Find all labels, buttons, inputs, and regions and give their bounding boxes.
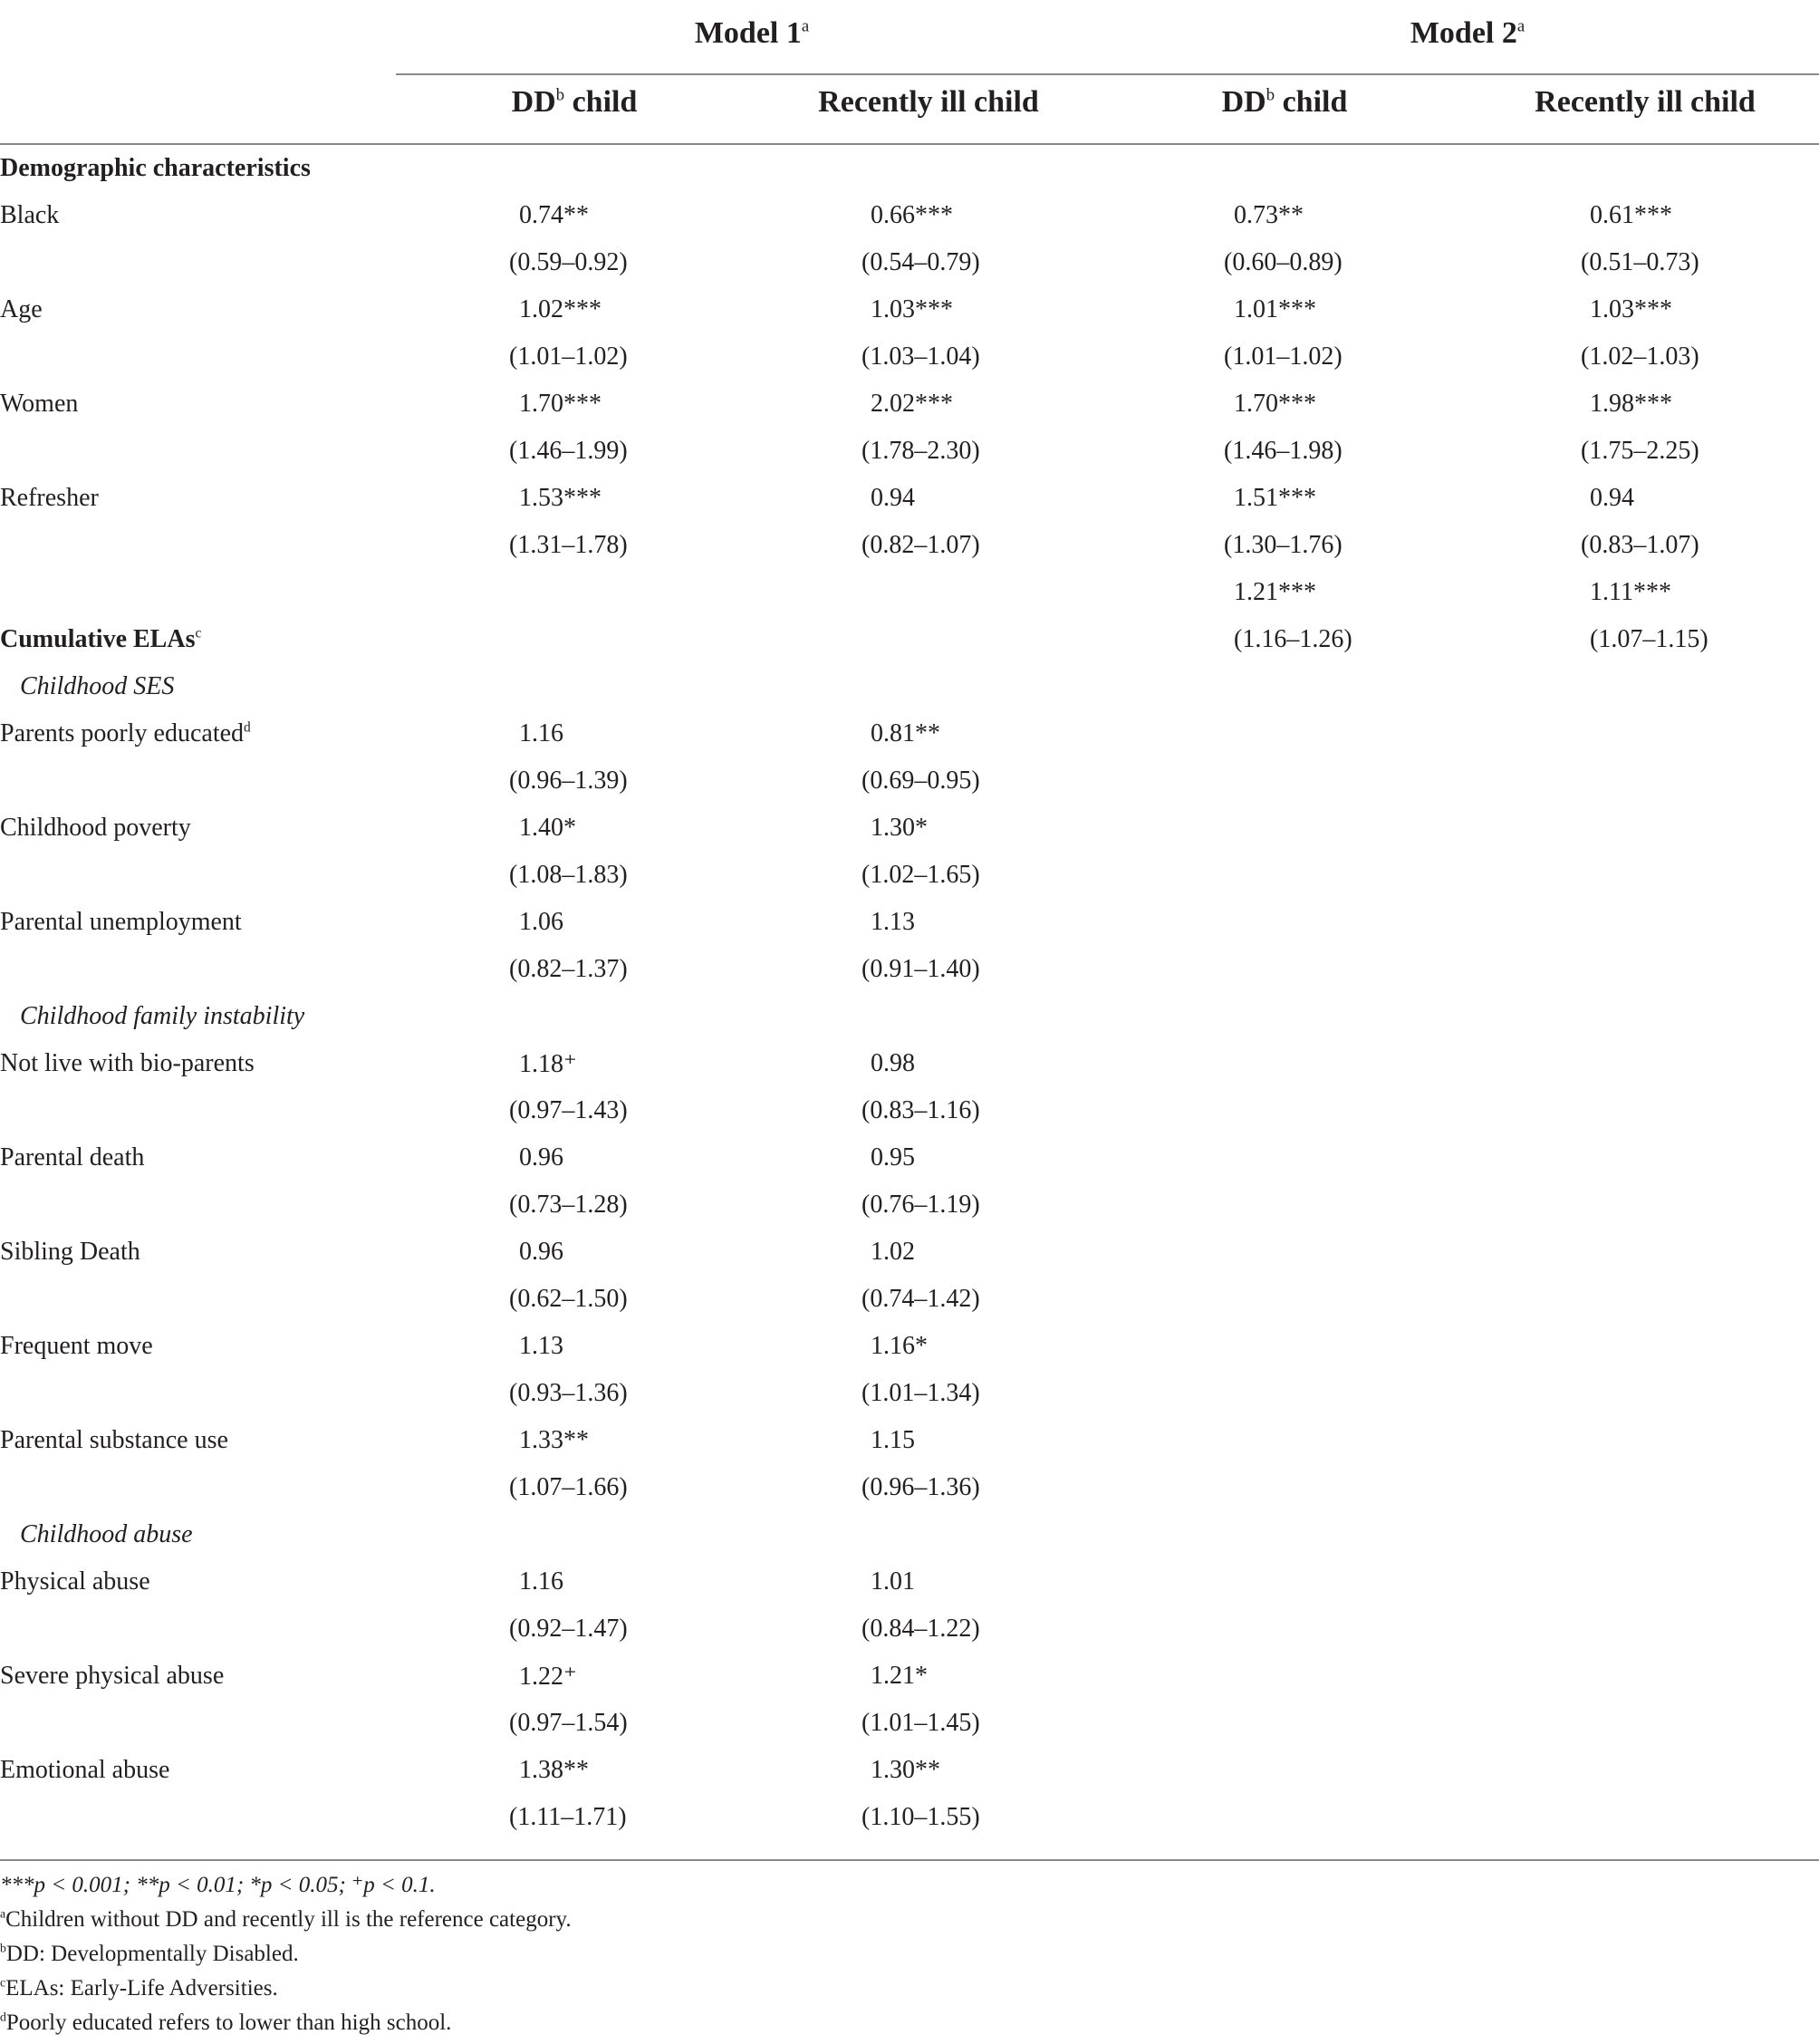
table-row: [0, 1558, 1819, 1605]
value-model2-dd: [1223, 1605, 1576, 1653]
row-label-text: Parents poorly educated: [0, 719, 245, 747]
value-model2-ill: 0.61***: [1590, 201, 1672, 229]
value-model1-ill: 0.66***: [871, 201, 953, 229]
value-model2-ill: [1576, 1323, 1819, 1370]
value-model1-ill: 0.94: [871, 484, 915, 512]
row-label-footnote-mark: c: [195, 625, 202, 641]
value-model1-ill: 0.95: [871, 1143, 915, 1171]
value-model2-ill: [1576, 1794, 1819, 1841]
table-row-ci: [0, 522, 1819, 569]
row-label-text: Refresher: [0, 484, 99, 512]
value-model2-dd: [1223, 1040, 1576, 1087]
value-model1-dd: 1.70***: [519, 390, 602, 418]
row-label-footnote-mark: d: [244, 719, 251, 736]
table-row-sub: [0, 1511, 1819, 1558]
table-row: [0, 1040, 1819, 1087]
value-model2-ill: [1576, 1417, 1819, 1464]
value-model2-ill: [1576, 1370, 1819, 1417]
value-model2-dd: [1223, 1276, 1576, 1323]
value-model1-dd: (1.01–1.02): [509, 342, 628, 371]
value-model1-dd: (0.92–1.47): [509, 1615, 628, 1643]
row-label-text: Parental substance use: [0, 1426, 228, 1454]
value-model2-ill: [1576, 1464, 1819, 1511]
value-model1-ill: (0.74–1.42): [861, 1285, 980, 1313]
table-row: [0, 475, 1819, 522]
value-model2-dd: (0.60–0.89): [1224, 248, 1343, 276]
header-dd-child-model-2: $DD^b$ child: [1221, 85, 1348, 119]
value-model2-dd: [1223, 710, 1576, 757]
value-model1-dd: 1.33**: [519, 1426, 589, 1454]
value-model2-dd: (1.01–1.02): [1224, 342, 1343, 371]
value-model1-dd: (0.97–1.54): [509, 1709, 628, 1737]
value-model2-dd: 1.21***: [1234, 578, 1316, 606]
value-model1-dd: 1.02***: [519, 295, 602, 323]
value-model1-dd: (1.07–1.66): [509, 1473, 628, 1501]
value-model1-dd: [507, 1511, 861, 1558]
row-label-text: Cumulative ELAs: [0, 625, 196, 653]
row-label: [0, 286, 507, 333]
value-model2-dd: [1223, 993, 1576, 1040]
value-model2-dd: [1223, 1653, 1576, 1700]
row-label: [0, 381, 507, 428]
value-model1-dd: (0.73–1.28): [509, 1191, 628, 1219]
row-label-text: Not live with bio-parents: [0, 1049, 255, 1077]
row-label: [0, 569, 507, 616]
value-model2-dd: [1223, 1511, 1576, 1558]
value-model1-dd: (0.82–1.37): [509, 955, 628, 983]
value-model2-dd: [1223, 1417, 1576, 1464]
row-label-text: Emotional abuse: [0, 1756, 170, 1784]
table-row: [0, 286, 1819, 333]
value-model1-ill: (0.69–0.95): [861, 766, 980, 795]
table-row: [0, 710, 1819, 757]
value-model2-dd: [1223, 1794, 1576, 1841]
row-label: [0, 993, 507, 1040]
value-model2-ill: [1576, 1229, 1819, 1276]
footnote-b: $^b$DD: Developmentally Disabled.: [0, 1941, 299, 1966]
table-row-ci: [0, 1464, 1819, 1511]
value-model2-ill: 1.98***: [1590, 390, 1672, 418]
row-label: [0, 1276, 507, 1323]
footnote-d: $^d$Poorly educated refers to lower than high school.: [0, 2010, 452, 2035]
value-model1-ill: (1.10–1.55): [861, 1803, 980, 1831]
value-model1-dd: [507, 993, 861, 1040]
row-label-text: Sibling Death: [0, 1238, 140, 1266]
table-row: [0, 1653, 1819, 1700]
row-label-text: Physical abuse: [0, 1567, 150, 1596]
row-label-text: Women: [0, 390, 79, 418]
value-model2-ill: [1576, 1040, 1819, 1087]
row-label: [0, 1464, 507, 1511]
value-model1-dd: (1.11–1.71): [509, 1803, 627, 1831]
value-model1-dd: [507, 145, 861, 192]
row-label: [0, 1417, 507, 1464]
row-label-text: Severe physical abuse: [0, 1662, 225, 1690]
value-model1-ill: (0.83–1.16): [861, 1096, 980, 1124]
table-row-ci: [0, 239, 1819, 286]
value-model1-dd: 1.18⁺: [519, 1050, 577, 1078]
row-label: [0, 616, 507, 663]
row-label-text: Childhood abuse: [20, 1520, 193, 1548]
row-label: [0, 710, 507, 757]
value-model2-dd: (1.16–1.26): [1234, 625, 1352, 653]
value-model2-dd: [1223, 1323, 1576, 1370]
value-model1-ill: (0.84–1.22): [861, 1615, 980, 1643]
header-rule-top: [396, 73, 1819, 75]
results-table-body: [0, 145, 1819, 1841]
value-model1-ill: 1.15: [871, 1426, 915, 1454]
value-model2-ill: [1576, 852, 1819, 899]
row-label: [0, 1747, 507, 1794]
row-label: [0, 192, 507, 239]
value-model2-ill: [1576, 710, 1819, 757]
row-label: [0, 1511, 507, 1558]
row-label: [0, 1653, 507, 1700]
value-model2-dd: [1223, 1464, 1576, 1511]
row-label-text: Childhood family instability: [20, 1002, 305, 1030]
table-row-ci: [0, 757, 1819, 805]
table-row: [0, 805, 1819, 852]
value-model2-ill: [1576, 1747, 1819, 1794]
table-row: [0, 899, 1819, 946]
value-model2-dd: (1.46–1.98): [1224, 437, 1343, 465]
value-model1-dd: [507, 663, 861, 710]
value-model2-ill: [1576, 1558, 1819, 1605]
value-model2-dd: [1223, 145, 1576, 192]
value-model1-ill: 1.03***: [871, 295, 953, 323]
value-model2-dd: [1223, 1370, 1576, 1417]
value-model1-ill: 1.21*: [871, 1662, 928, 1690]
row-label: [0, 333, 507, 381]
value-model2-dd: [1223, 1558, 1576, 1605]
row-label: [0, 1087, 507, 1134]
footnote-a: $^a$Children without DD and recently ill is the reference category.: [0, 1906, 572, 1932]
value-model1-dd: 1.53***: [519, 484, 602, 512]
table-row-ci: [0, 852, 1819, 899]
table-row-ci: [0, 946, 1819, 993]
value-model1-dd: (1.08–1.83): [509, 861, 628, 889]
value-model1-dd: (0.96–1.39): [509, 766, 628, 795]
row-label: [0, 899, 507, 946]
table-row-sub: [0, 993, 1819, 1040]
value-model1-ill: 2.02***: [871, 390, 953, 418]
value-model2-dd: [1223, 757, 1576, 805]
row-label: [0, 757, 507, 805]
row-label: [0, 1229, 507, 1276]
value-model2-dd: [1223, 1747, 1576, 1794]
table-row-ci: [0, 1794, 1819, 1841]
value-model2-dd: 1.70***: [1234, 390, 1316, 418]
value-model2-dd: 1.01***: [1234, 295, 1316, 323]
value-model1-dd: (0.97–1.43): [509, 1096, 628, 1124]
value-model2-dd: 1.51***: [1234, 484, 1316, 512]
value-model2-ill: [1576, 993, 1819, 1040]
value-model1-dd: (1.46–1.99): [509, 437, 628, 465]
table-row-section: [0, 616, 1819, 663]
table-row: [0, 1323, 1819, 1370]
value-model2-dd: [1223, 852, 1576, 899]
value-model2-ill: (1.07–1.15): [1590, 625, 1708, 653]
value-model1-dd: 1.13: [519, 1332, 563, 1360]
value-model2-dd: [1223, 1181, 1576, 1229]
value-model2-ill: (0.51–0.73): [1581, 248, 1699, 276]
value-model1-dd: 1.38**: [519, 1756, 589, 1784]
value-model1-dd: [507, 616, 861, 663]
row-label-text: Age: [0, 295, 43, 323]
row-label-text: Parental death: [0, 1143, 145, 1171]
value-model2-ill: [1576, 145, 1819, 192]
table-row: [0, 1747, 1819, 1794]
value-model2-ill: [1576, 1700, 1819, 1747]
value-model1-ill: 1.01: [871, 1567, 915, 1596]
value-model1-dd: 1.22⁺: [519, 1663, 577, 1691]
value-model1-dd: (1.31–1.78): [509, 531, 628, 559]
row-label-text: Black: [0, 201, 60, 229]
value-model1-ill: [861, 616, 1223, 663]
table-row-ci: [0, 1700, 1819, 1747]
table-row-section: [0, 145, 1819, 192]
row-label: [0, 946, 507, 993]
value-model2-dd: [1223, 1134, 1576, 1181]
row-label-text: Childhood poverty: [0, 814, 191, 842]
value-model1-ill: 1.30*: [871, 814, 928, 842]
value-model1-ill: (0.82–1.07): [861, 531, 980, 559]
value-model1-ill: (1.01–1.34): [861, 1379, 980, 1407]
value-model1-dd: 0.96: [519, 1143, 563, 1171]
row-label: [0, 145, 507, 192]
value-model2-ill: [1576, 1511, 1819, 1558]
row-label: [0, 239, 507, 286]
value-model1-dd: 0.74**: [519, 201, 589, 229]
header-dd-child-model-1: $DD^b$ child: [511, 85, 638, 119]
row-label: [0, 1134, 507, 1181]
value-model1-ill: 0.98: [871, 1049, 915, 1077]
value-model2-dd: 0.73**: [1234, 201, 1304, 229]
row-label: [0, 522, 507, 569]
value-model1-dd: 1.16: [519, 1567, 563, 1596]
value-model2-ill: 1.03***: [1590, 295, 1672, 323]
value-model1-ill: (1.78–2.30): [861, 437, 980, 465]
value-model2-ill: 1.11***: [1590, 578, 1671, 606]
value-model1-ill: 1.02: [871, 1238, 915, 1266]
value-model1-dd: (0.59–0.92): [509, 248, 628, 276]
value-model1-ill: [861, 145, 1223, 192]
table-row: [0, 569, 1819, 616]
value-model2-dd: [1223, 899, 1576, 946]
row-label: [0, 852, 507, 899]
row-label: [0, 1700, 507, 1747]
footnote-significance: ***p < 0.001; **p < 0.01; *p < 0.05; ⁺p < 0.1.: [0, 1873, 436, 1897]
row-label: [0, 475, 507, 522]
value-model1-dd: 1.40*: [519, 814, 576, 842]
table-row-sub: [0, 663, 1819, 710]
value-model2-ill: [1576, 899, 1819, 946]
value-model2-ill: 0.94: [1590, 484, 1634, 512]
value-model1-ill: 0.81**: [871, 719, 940, 747]
value-model2-dd: [1223, 1700, 1576, 1747]
row-label-text: Parental unemployment: [0, 908, 242, 936]
value-model2-dd: [1223, 805, 1576, 852]
value-model1-ill: [861, 1511, 1223, 1558]
table-row: [0, 192, 1819, 239]
row-label: [0, 663, 507, 710]
value-model2-ill: [1576, 757, 1819, 805]
value-model1-dd: (0.93–1.36): [509, 1379, 628, 1407]
value-model2-dd: [1223, 1087, 1576, 1134]
table-row: [0, 1229, 1819, 1276]
footnote-c: $^c$ELAs: Early-Life Adversities.: [0, 1975, 278, 2001]
value-model1-ill: [861, 569, 1223, 616]
value-model2-dd: [1223, 663, 1576, 710]
value-model1-ill: (0.76–1.19): [861, 1191, 980, 1219]
table-row: [0, 1134, 1819, 1181]
value-model1-dd: 0.96: [519, 1238, 563, 1266]
row-label: [0, 428, 507, 475]
row-label: [0, 1323, 507, 1370]
value-model2-ill: [1576, 1276, 1819, 1323]
value-model2-ill: (0.83–1.07): [1581, 531, 1699, 559]
row-label: [0, 805, 507, 852]
value-model2-dd: (1.30–1.76): [1224, 531, 1343, 559]
table-row-ci: [0, 1087, 1819, 1134]
value-model2-dd: [1223, 1229, 1576, 1276]
value-model1-ill: (0.54–0.79): [861, 248, 980, 276]
value-model2-ill: [1576, 1181, 1819, 1229]
table-row: [0, 381, 1819, 428]
header-ill-child-model-2: Recently ill child: [1535, 85, 1756, 119]
value-model1-ill: 1.30**: [871, 1756, 940, 1784]
value-model1-ill: [861, 663, 1223, 710]
row-label-text: Demographic characteristics: [0, 154, 311, 182]
value-model2-ill: (1.02–1.03): [1581, 342, 1699, 371]
table-row-ci: [0, 1276, 1819, 1323]
value-model2-ill: [1576, 1134, 1819, 1181]
value-model1-ill: 1.16*: [871, 1332, 928, 1360]
header-model-2: Model 2$^a$: [1410, 16, 1525, 50]
header-model-1: Model 1$^a$: [694, 16, 810, 50]
value-model1-ill: (1.03–1.04): [861, 342, 980, 371]
table-row-ci: [0, 428, 1819, 475]
header-ill-child-model-1: Recently ill child: [818, 85, 1039, 119]
value-model2-ill: [1576, 1087, 1819, 1134]
value-model1-dd: 1.16: [519, 719, 563, 747]
footnotes: [0, 1868, 572, 2040]
table-rule-bottom: [0, 1859, 1819, 1861]
value-model2-dd: [1223, 946, 1576, 993]
table-row-ci: [0, 333, 1819, 381]
results-table: [0, 145, 1819, 1841]
row-label: [0, 1794, 507, 1841]
table-row-ci: [0, 1370, 1819, 1417]
value-model2-ill: [1576, 946, 1819, 993]
value-model2-ill: [1576, 1605, 1819, 1653]
table-row-ci: [0, 1181, 1819, 1229]
value-model1-ill: (0.96–1.36): [861, 1473, 980, 1501]
row-label-text: Childhood SES: [20, 672, 175, 700]
value-model2-ill: [1576, 1653, 1819, 1700]
value-model1-dd: [507, 569, 861, 616]
value-model1-ill: (1.02–1.65): [861, 861, 980, 889]
row-label: [0, 1605, 507, 1653]
value-model1-ill: [861, 993, 1223, 1040]
value-model1-ill: (1.01–1.45): [861, 1709, 980, 1737]
row-label-text: Frequent move: [0, 1332, 153, 1360]
value-model2-ill: (1.75–2.25): [1581, 437, 1699, 465]
row-label: [0, 1558, 507, 1605]
value-model1-dd: (0.62–1.50): [509, 1285, 628, 1313]
value-model1-ill: (0.91–1.40): [861, 955, 980, 983]
value-model2-ill: [1576, 663, 1819, 710]
value-model2-ill: [1576, 805, 1819, 852]
row-label: [0, 1040, 507, 1087]
table-row: [0, 1417, 1819, 1464]
table-row-ci: [0, 1605, 1819, 1653]
row-label: [0, 1181, 507, 1229]
value-model1-ill: 1.13: [871, 908, 915, 936]
value-model1-dd: 1.06: [519, 908, 563, 936]
row-label: [0, 1370, 507, 1417]
